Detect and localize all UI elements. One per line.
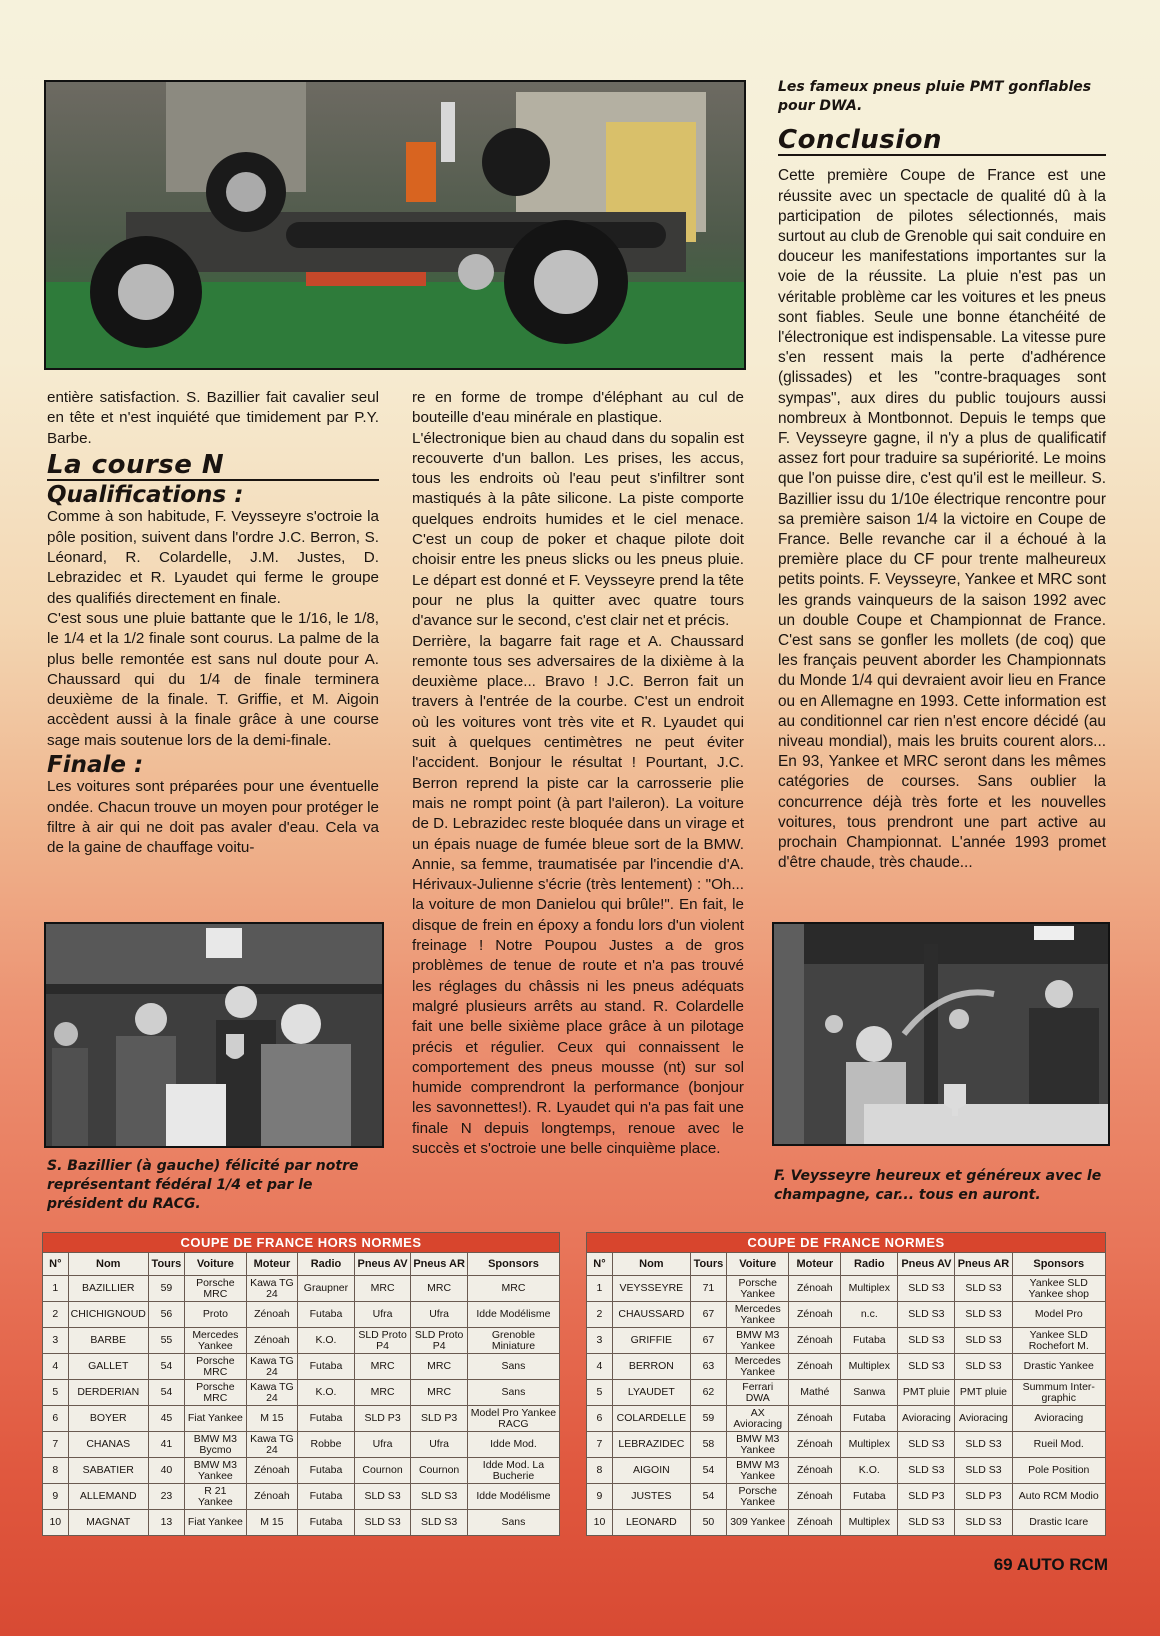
- table-cell: 13: [148, 1510, 184, 1536]
- table-cell: LEONARD: [612, 1510, 690, 1536]
- conclusion-column: [778, 125, 1106, 873]
- table-cell: SABATIER: [68, 1458, 148, 1484]
- table-cell: Fiat Yankee: [185, 1406, 247, 1432]
- table-cell: Model Pro: [1012, 1302, 1106, 1328]
- table-cell: Cournon: [411, 1458, 468, 1484]
- table-cell: Zénoah: [789, 1354, 841, 1380]
- table-cell: Avioracing: [898, 1406, 955, 1432]
- table-cell: Graupner: [298, 1276, 355, 1302]
- table-cell: Pole Position: [1012, 1458, 1106, 1484]
- column-header: N°: [43, 1253, 69, 1276]
- table-cell: AX Avioracing: [727, 1406, 789, 1432]
- article-column-2: [412, 388, 744, 1159]
- qualifications-heading: Qualifications :: [47, 482, 244, 509]
- trophy-ceremony-illustration: [46, 924, 382, 1146]
- table-hors-normes-body: [43, 1276, 560, 1536]
- column-header: Radio: [841, 1253, 898, 1276]
- table-cell: Ufra: [411, 1432, 468, 1458]
- table-cell: Zénoah: [246, 1484, 297, 1510]
- table-cell: Mathé: [789, 1380, 841, 1406]
- table-cell: Multiplex: [841, 1432, 898, 1458]
- table-cell: 58: [690, 1432, 726, 1458]
- table-cell: SLD S3: [955, 1354, 1012, 1380]
- table-cell: SLD S3: [898, 1510, 955, 1536]
- table-cell: 59: [148, 1276, 184, 1302]
- page-footer: 69 AUTO RCM: [993, 1555, 1108, 1574]
- table-cell: Sans: [467, 1354, 559, 1380]
- column-header: Pneus AV: [354, 1253, 411, 1276]
- table-cell: Mercedes Yankee: [727, 1354, 789, 1380]
- table-cell: 67: [690, 1328, 726, 1354]
- qualifications-text-2: C'est sous une pluie battante que le 1/16, le 1/8, le 1/4 et la 1/2 finale sont courus. La palme de la plus belle remontée est sans nul doute pour A. Chaussard qui du 1/4 de finale terminera deuxième de la finale. T. Griffie, et M. Aigoin accèdent aussi à la finale grâce à une course sage mais soutenue lors de la demi-finale.: [47, 609, 379, 749]
- column-2-para-1: re en forme de trompe d'éléphant au cul de bouteille d'eau minérale en plastique.: [412, 389, 744, 427]
- table-cell: 3: [43, 1328, 69, 1354]
- table-cell: 71: [690, 1276, 726, 1302]
- table-cell: Mercedes Yankee: [727, 1302, 789, 1328]
- column-header: Nom: [68, 1253, 148, 1276]
- table-cell: MRC: [354, 1380, 411, 1406]
- table-row: [43, 1354, 560, 1380]
- column-header: Nom: [612, 1253, 690, 1276]
- table-cell: Fiat Yankee: [185, 1510, 247, 1536]
- table-cell: BMW M3 Yankee: [727, 1328, 789, 1354]
- table-cell: Futaba: [298, 1302, 355, 1328]
- table-cell: M 15: [246, 1510, 297, 1536]
- table-cell: SLD S3: [898, 1458, 955, 1484]
- table-row: [43, 1484, 560, 1510]
- table-row: [43, 1328, 560, 1354]
- table-cell: Zénoah: [789, 1276, 841, 1302]
- table-cell: Porsche MRC: [185, 1380, 247, 1406]
- table-cell: Proto: [185, 1302, 247, 1328]
- table-cell: Summum Inter-graphic: [1012, 1380, 1106, 1406]
- table-cell: R 21 Yankee: [185, 1484, 247, 1510]
- champagne-celebration-illustration: [774, 924, 1108, 1144]
- column-header: Moteur: [246, 1253, 297, 1276]
- table-normes-title: COUPE DE FRANCE NORMES: [586, 1232, 1106, 1252]
- table-cell: BMW M3 Bycmo: [185, 1432, 247, 1458]
- photo-champagne: [772, 922, 1110, 1146]
- table-cell: 59: [690, 1406, 726, 1432]
- table-cell: SLD P3: [898, 1484, 955, 1510]
- table-cell: GALLET: [68, 1354, 148, 1380]
- table-normes-body: [587, 1276, 1106, 1536]
- table-cell: 309 Yankee: [727, 1510, 789, 1536]
- table-cell: Yankee SLD Yankee shop: [1012, 1276, 1106, 1302]
- table-cell: 9: [587, 1484, 613, 1510]
- table-row: [43, 1380, 560, 1406]
- table-row: [587, 1406, 1106, 1432]
- table-row: [587, 1458, 1106, 1484]
- table-cell: Zénoah: [789, 1328, 841, 1354]
- table-cell: SLD S3: [354, 1510, 411, 1536]
- table-row: [587, 1432, 1106, 1458]
- table-cell: 55: [148, 1328, 184, 1354]
- table-cell: Kawa TG 24: [246, 1276, 297, 1302]
- photo-caption-tires: Les fameux pneus pluie PMT gonflables pour DWA.: [778, 79, 1092, 114]
- table-row: [587, 1380, 1106, 1406]
- table-cell: Porsche Yankee: [727, 1484, 789, 1510]
- table-cell: BMW M3 Yankee: [185, 1458, 247, 1484]
- table-cell: Zénoah: [789, 1510, 841, 1536]
- table-cell: 7: [43, 1432, 69, 1458]
- table-cell: Auto RCM Modio: [1012, 1484, 1106, 1510]
- table-cell: Ufra: [354, 1432, 411, 1458]
- photo-caption-bazillier: S. Bazillier (à gauche) félicité par notre représentant fédéral 1/4 et par le président du RACG.: [47, 1158, 359, 1212]
- table-cell: 54: [148, 1354, 184, 1380]
- conclusion-text: Cette première Coupe de France est une réussite avec un spectacle de qualité dû à la participation de pilotes sélectionnés, mais surtout au club de Grenoble qui sait conduire en douceur les manifestations importantes sur la voie de la réussite. La pluie n'est pas un véritable problème car les voitures et les pneus sont fiables. Seule une bonne étanchéité de l'électronique est indispensable. La vitesse pure s'en ressent mais la perte d'adhérence (glissades) et les "contre-braquages sont sympas", aux dires du public toujours aussi nombreux à Montbonnot. Depuis le temps que F. Veysseyre gagne, il n'y a plus de qualificatif assez fort pour traduire sa supériorité. Le moins que l'on puisse dire, c'est qu'il est le meilleur. S. Bazillier issu du 1/10e électrique rencontre pour sa première saison 1/4 la victoire en Coupe de France. Belle revanche car il a échoué à la première place du CF pour trente malheureux petits points. F. Veysseyre, Yankee et MRC sont les grands vainqueurs de la saison 1992 avec un double Coupe et Championnat de France. C'est sans se gonfler les mollets (de coq) que les français peuvent aborder les Championnats du Monde 1/4 qui devraient avoir lieu en France ou en Allemagne en 1993. Cette information est au conditionnel car rien n'est encore décidé (au niveau mondial), mais les bruits courent alors... En 93, Yankee et MRC seront dans les mêmes catégories de courses. Sans oublier la concurrence déjà très forte et les nouvelles voitures, tous prendront une part active au prochain Championnat. L'année 1993 promet d'être chaude, très chaude...: [778, 167, 1106, 872]
- table-cell: MAGNAT: [68, 1510, 148, 1536]
- table-cell: PMT pluie: [955, 1380, 1012, 1406]
- table-row: [43, 1302, 560, 1328]
- table-cell: Rueil Mod.: [1012, 1432, 1106, 1458]
- table-cell: 8: [43, 1458, 69, 1484]
- table-cell: 50: [690, 1510, 726, 1536]
- table-cell: Idde Mod. La Bucherie: [467, 1458, 559, 1484]
- column-header: Pneus AV: [898, 1253, 955, 1276]
- table-cell: 4: [43, 1354, 69, 1380]
- table-cell: Zénoah: [246, 1328, 297, 1354]
- table-cell: LYAUDET: [612, 1380, 690, 1406]
- table-cell: Idde Mod.: [467, 1432, 559, 1458]
- table-cell: SLD Proto P4: [354, 1328, 411, 1354]
- table-row: [587, 1510, 1106, 1536]
- table-cell: Multiplex: [841, 1276, 898, 1302]
- table-cell: 56: [148, 1302, 184, 1328]
- table-cell: Idde Modélisme: [467, 1302, 559, 1328]
- photo-trophy-ceremony: [44, 922, 384, 1148]
- table-cell: Avioracing: [1012, 1406, 1106, 1432]
- table-cell: Futaba: [298, 1484, 355, 1510]
- table-cell: COLARDELLE: [612, 1406, 690, 1432]
- table-cell: Zénoah: [789, 1406, 841, 1432]
- table-cell: SLD S3: [955, 1302, 1012, 1328]
- column-header: Tours: [148, 1253, 184, 1276]
- table-cell: SLD S3: [411, 1484, 468, 1510]
- table-header-row: [43, 1253, 560, 1276]
- table-cell: 2: [43, 1302, 69, 1328]
- table-cell: Zénoah: [789, 1458, 841, 1484]
- photo-caption-veysseyre: F. Veysseyre heureux et généreux avec le champagne, car... tous en auront.: [774, 1168, 1102, 1203]
- table-cell: MRC: [467, 1276, 559, 1302]
- column-1-intro: entière satisfaction. S. Bazillier fait cavalier seul en tête et n'est inquiété que timidement par P.Y. Barbe.: [47, 389, 379, 447]
- table-cell: Drastic Icare: [1012, 1510, 1106, 1536]
- table-cell: SLD S3: [955, 1276, 1012, 1302]
- column-header: Sponsors: [467, 1253, 559, 1276]
- table-cell: 54: [148, 1380, 184, 1406]
- table-cell: SLD S3: [898, 1328, 955, 1354]
- column-header: Voiture: [185, 1253, 247, 1276]
- table-cell: Futaba: [298, 1406, 355, 1432]
- table-cell: K.O.: [298, 1380, 355, 1406]
- table-cell: SLD S3: [354, 1484, 411, 1510]
- table-cell: Idde Modélisme: [467, 1484, 559, 1510]
- table-cell: BMW M3 Yankee: [727, 1458, 789, 1484]
- table-cell: SLD P3: [411, 1406, 468, 1432]
- table-cell: 54: [690, 1458, 726, 1484]
- table-cell: CHICHIGNOUD: [68, 1302, 148, 1328]
- table-cell: Sanwa: [841, 1380, 898, 1406]
- table-cell: BOYER: [68, 1406, 148, 1432]
- table-row: [587, 1484, 1106, 1510]
- table-cell: n.c.: [841, 1302, 898, 1328]
- table-cell: Multiplex: [841, 1510, 898, 1536]
- table-normes: [586, 1232, 1106, 1536]
- table-row: [43, 1510, 560, 1536]
- table-cell: Grenoble Miniature: [467, 1328, 559, 1354]
- table-row: [587, 1354, 1106, 1380]
- table-cell: 8: [587, 1458, 613, 1484]
- table-cell: BAZILLIER: [68, 1276, 148, 1302]
- table-cell: Drastic Yankee: [1012, 1354, 1106, 1380]
- article-column-1: [47, 388, 379, 859]
- table-cell: SLD Proto P4: [411, 1328, 468, 1354]
- table-cell: Porsche MRC: [185, 1354, 247, 1380]
- table-cell: VEYSSEYRE: [612, 1276, 690, 1302]
- finale-text: Les voitures sont préparées pour une éventuelle ondée. Chacun trouve un moyen pour protéger le filtre à air qui ne doit pas avaler d'eau. Cela va de la gaine de chauffage voitu-: [47, 778, 379, 857]
- table-cell: Kawa TG 24: [246, 1354, 297, 1380]
- table-row: [587, 1328, 1106, 1354]
- table-cell: Model Pro Yankee RACG: [467, 1406, 559, 1432]
- table-cell: 45: [148, 1406, 184, 1432]
- table-cell: 1: [587, 1276, 613, 1302]
- table-cell: K.O.: [841, 1458, 898, 1484]
- table-cell: Futaba: [298, 1458, 355, 1484]
- table-cell: Zénoah: [789, 1484, 841, 1510]
- table-cell: Kawa TG 24: [246, 1432, 297, 1458]
- table-cell: SLD S3: [898, 1354, 955, 1380]
- table-cell: LEBRAZIDEC: [612, 1432, 690, 1458]
- table-cell: 41: [148, 1432, 184, 1458]
- table-cell: MRC: [354, 1354, 411, 1380]
- table-cell: SLD S3: [955, 1458, 1012, 1484]
- table-cell: CHAUSSARD: [612, 1302, 690, 1328]
- table-cell: SLD S3: [955, 1432, 1012, 1458]
- column-header: Pneus AR: [955, 1253, 1012, 1276]
- course-n-heading: La course N: [47, 455, 379, 481]
- column-header: Tours: [690, 1253, 726, 1276]
- table-cell: M 15: [246, 1406, 297, 1432]
- car-chassis-illustration: [46, 82, 744, 368]
- table-cell: Futaba: [298, 1354, 355, 1380]
- table-cell: Futaba: [841, 1484, 898, 1510]
- table-cell: SLD S3: [955, 1328, 1012, 1354]
- column-2-para-3: Derrière, la bagarre fait rage et A. Chaussard remonte tous ses adversaires de la dixième à la deuxième place... Bravo ! J.C. Berron fait un travers à l'entrée de la courbe. C'est un endroit où les voitures vont très vite et R. Lyaudet qui suit à quelques centimètres ne peut éviter l'accident. Bonjour le résultat ! Pourtant, J.C. Berron reprend la piste car la carrosserie plie mais ne rompt point (à part l'aileron). La voiture de D. Lebrazidec reste bloquée dans un virage et un épais nuage de fumée bleue sort de la BMW. Annie, sa femme, traumatisée par l'incendie d'A. Hérivaux-Julienne s'écrie (très lentement) : "Oh... la voiture de mon Danielou qui brûle!". En fait, le disque de frein en époxy a fondu lors d'un violent freinage ! Notre Poupou Justes a de gros problèmes de tenue de route et n'a pas trouvé les réglages du châssis ni les pneus adéquats malgré plusieurs arrêts au stand. R. Colardelle fait une belle sixième place grâce à un pilotage précis et régulier. Ceux qui connaissent le comportement des pneus mousse (nt) sur sol humide comprendront la performance (bonjour les savonnettes!). R. Lyaudet qui n'a pas fait une finale N depuis longtemps, renoue avec le succès et s'octroie une belle cinquième place.: [412, 632, 744, 1157]
- table-cell: AIGOIN: [612, 1458, 690, 1484]
- table-cell: ALLEMAND: [68, 1484, 148, 1510]
- table-cell: 6: [587, 1406, 613, 1432]
- column-header: Sponsors: [1012, 1253, 1106, 1276]
- table-cell: Zénoah: [246, 1302, 297, 1328]
- table-header-row: [587, 1253, 1106, 1276]
- table-cell: 10: [587, 1510, 613, 1536]
- table-cell: JUSTES: [612, 1484, 690, 1510]
- table-cell: 67: [690, 1302, 726, 1328]
- table-cell: GRIFFIE: [612, 1328, 690, 1354]
- column-header: Pneus AR: [411, 1253, 468, 1276]
- table-cell: 3: [587, 1328, 613, 1354]
- table-cell: Futaba: [298, 1510, 355, 1536]
- table-cell: 5: [587, 1380, 613, 1406]
- table-cell: Porsche MRC: [185, 1276, 247, 1302]
- table-cell: MRC: [354, 1276, 411, 1302]
- table-hors-normes-title: COUPE DE FRANCE HORS NORMES: [42, 1232, 560, 1252]
- table-cell: 2: [587, 1302, 613, 1328]
- table-cell: SLD S3: [898, 1276, 955, 1302]
- table-cell: 54: [690, 1484, 726, 1510]
- table-cell: MRC: [411, 1380, 468, 1406]
- table-cell: 63: [690, 1354, 726, 1380]
- table-cell: MRC: [411, 1354, 468, 1380]
- table-cell: Futaba: [841, 1328, 898, 1354]
- table-cell: K.O.: [298, 1328, 355, 1354]
- table-cell: 1: [43, 1276, 69, 1302]
- table-cell: Zénoah: [789, 1302, 841, 1328]
- table-cell: Sans: [467, 1510, 559, 1536]
- table-cell: 6: [43, 1406, 69, 1432]
- table-cell: 23: [148, 1484, 184, 1510]
- table-cell: 4: [587, 1354, 613, 1380]
- table-row: [587, 1302, 1106, 1328]
- column-header: N°: [587, 1253, 613, 1276]
- column-header: Moteur: [789, 1253, 841, 1276]
- table-cell: Yankee SLD Rochefort M.: [1012, 1328, 1106, 1354]
- table-cell: Ferrari DWA: [727, 1380, 789, 1406]
- qualifications-text-1: Comme à son habitude, F. Veysseyre s'octroie la pôle position, suivent dans l'ordre J.C. Berron, S. Léonard, R. Colardelle, J.M. Justes, D. Lebrazidec et R. Lyaudet qui ferme le groupe des qualifiés directement en finale.: [47, 508, 379, 607]
- table-cell: 62: [690, 1380, 726, 1406]
- table-cell: Futaba: [841, 1406, 898, 1432]
- table-cell: Robbe: [298, 1432, 355, 1458]
- table-cell: Cournon: [354, 1458, 411, 1484]
- table-cell: Zénoah: [246, 1458, 297, 1484]
- table-cell: SLD P3: [955, 1484, 1012, 1510]
- table-cell: SLD P3: [354, 1406, 411, 1432]
- table-cell: SLD S3: [898, 1432, 955, 1458]
- table-cell: Sans: [467, 1380, 559, 1406]
- table-row: [43, 1406, 560, 1432]
- table-cell: Zénoah: [789, 1432, 841, 1458]
- table-cell: BERRON: [612, 1354, 690, 1380]
- table-cell: PMT pluie: [898, 1380, 955, 1406]
- table-cell: Ufra: [411, 1302, 468, 1328]
- table-cell: 40: [148, 1458, 184, 1484]
- conclusion-heading: Conclusion: [778, 130, 1106, 156]
- table-cell: 5: [43, 1380, 69, 1406]
- finale-heading: Finale :: [47, 752, 144, 779]
- column-header: Radio: [298, 1253, 355, 1276]
- column-2-para-2: L'électronique bien au chaud dans du sopalin est recouverte d'un ballon. Les prises, les accus, tous les endroits où l'eau peut s'infiltrer sont mastiqués à la pâte silicone. La piste comporte quelques endroits humides et le ciel menace. C'est un coup de poker et chaque pilote doit choisir entre les pneus slicks ou les pneus pluie. Le départ est donné et F. Veysseyre prend la tête pour ne plus la quitter avec quatre tours d'avance sur le second, c'est clair net et précis.: [412, 429, 744, 630]
- table-cell: 9: [43, 1484, 69, 1510]
- table-cell: SLD S3: [955, 1510, 1012, 1536]
- table-cell: SLD S3: [411, 1510, 468, 1536]
- table-cell: BARBE: [68, 1328, 148, 1354]
- column-header: Voiture: [727, 1253, 789, 1276]
- table-cell: Kawa TG 24: [246, 1380, 297, 1406]
- table-cell: Multiplex: [841, 1354, 898, 1380]
- table-cell: MRC: [411, 1276, 468, 1302]
- table-cell: BMW M3 Yankee: [727, 1432, 789, 1458]
- table-cell: Ufra: [354, 1302, 411, 1328]
- table-cell: 7: [587, 1432, 613, 1458]
- table-row: [587, 1276, 1106, 1302]
- table-cell: Avioracing: [955, 1406, 1012, 1432]
- table-cell: CHANAS: [68, 1432, 148, 1458]
- table-row: [43, 1432, 560, 1458]
- table-cell: Mercedes Yankee: [185, 1328, 247, 1354]
- table-row: [43, 1458, 560, 1484]
- table-cell: DERDERIAN: [68, 1380, 148, 1406]
- table-hors-normes: [42, 1232, 560, 1536]
- table-cell: SLD S3: [898, 1302, 955, 1328]
- photo-car-chassis: [44, 80, 746, 370]
- table-row: [43, 1276, 560, 1302]
- table-cell: Porsche Yankee: [727, 1276, 789, 1302]
- table-cell: 10: [43, 1510, 69, 1536]
